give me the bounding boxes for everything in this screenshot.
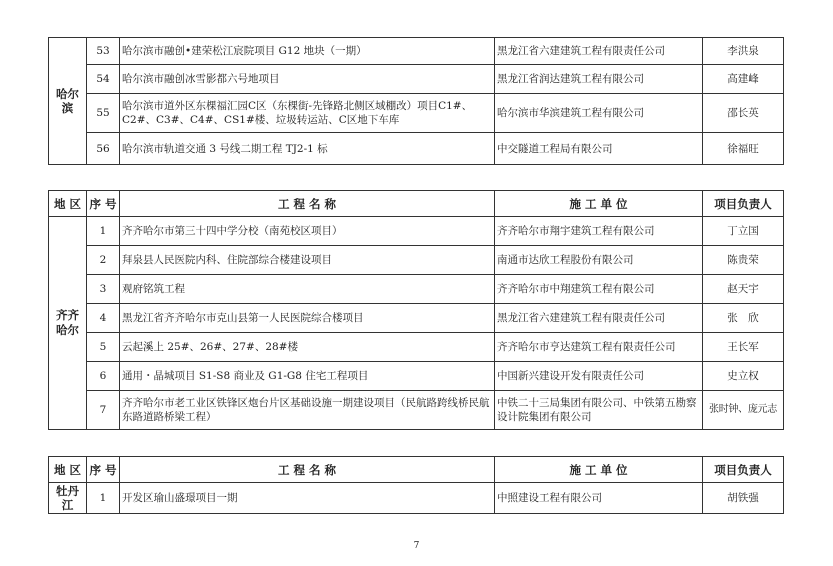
header-seq: 序 号 — [87, 191, 120, 217]
project-cell: 云起溪上 25#、26#、27#、28#楼 — [120, 333, 495, 362]
table-row — [49, 133, 784, 165]
manager-cell: 赵天宇 — [703, 275, 784, 304]
table-header-row — [49, 191, 784, 217]
builder-cell: 哈尔滨市华滨建筑工程有限公司 — [495, 94, 703, 133]
seq-cell: 7 — [87, 391, 120, 430]
manager-cell: 王长军 — [703, 333, 784, 362]
seq-cell: 3 — [87, 275, 120, 304]
seq-cell: 2 — [87, 246, 120, 275]
builder-cell: 黑龙江省润达建筑工程有限公司 — [495, 65, 703, 94]
manager-cell: 史立权 — [703, 362, 784, 391]
table-row — [49, 304, 784, 333]
table-row — [49, 38, 784, 65]
seq-cell: 1 — [87, 483, 120, 514]
region-cell: 哈尔滨 — [49, 38, 87, 165]
header-manager: 项目负责人 — [703, 457, 784, 483]
manager-cell: 高建峰 — [703, 65, 784, 94]
mudanjiang-table — [48, 456, 784, 514]
header-builder: 施 工 单 位 — [495, 191, 703, 217]
region-cell — [49, 217, 87, 430]
manager-cell: 徐福旺 — [703, 133, 784, 165]
project-cell: 哈尔滨市道外区东棵福汇园C区（东棵街-先锋路北侧区域棚改）项目C1#、C2#、C3#、C4#、CS1#楼、垃圾转运站、C区地下车库 — [120, 94, 495, 133]
table-row — [49, 275, 784, 304]
seq-cell: 1 — [87, 217, 120, 246]
seq-cell: 6 — [87, 362, 120, 391]
builder-cell: 齐齐哈尔市翔宇建筑工程有限公司 — [495, 217, 703, 246]
table-row — [49, 65, 784, 94]
table-row — [49, 362, 784, 391]
page-number: 7 — [413, 541, 420, 551]
manager-cell: 邵长英 — [703, 94, 784, 133]
builder-cell: 中照建设工程有限公司 — [495, 483, 703, 514]
seq-cell: 5 — [87, 333, 120, 362]
seq-cell: 4 — [87, 304, 120, 333]
builder-cell: 齐齐哈尔市亨达建筑工程有限责任公司 — [495, 333, 703, 362]
table-header-row — [49, 457, 784, 483]
builder-cell: 中国新兴建设开发有限责任公司 — [495, 362, 703, 391]
region-cell: 牡丹江 — [49, 483, 87, 514]
table-row — [49, 246, 784, 275]
project-cell: 齐齐哈尔市第三十四中学分校（南苑校区项目） — [120, 217, 495, 246]
project-cell: 哈尔滨市融创冰雪影都六号地项目 — [120, 65, 495, 94]
project-cell: 开发区瑜山盛璟项目一期 — [120, 483, 495, 514]
project-cell: 通用・晶城项目 S1-S8 商业及 G1-G8 住宅工程项目 — [120, 362, 495, 391]
manager-cell: 张 欣 — [703, 304, 784, 333]
header-manager: 项目负责人 — [703, 191, 784, 217]
header-project: 工 程 名 称 — [120, 191, 495, 217]
seq-cell: 54 — [87, 65, 120, 94]
builder-cell: 黑龙江省六建建筑工程有限责任公司 — [495, 304, 703, 333]
table-row — [49, 94, 784, 133]
manager-cell: 陈贵荣 — [703, 246, 784, 275]
harbin-table — [48, 37, 784, 165]
builder-cell: 南通市达欣工程股份有限公司 — [495, 246, 703, 275]
project-cell: 齐齐哈尔市老工业区铁锋区炮台片区基础设施一期建设项目（民航路跨线桥民航东路道路桥梁工程） — [120, 391, 495, 430]
table-row — [49, 217, 784, 246]
project-cell: 拜泉县人民医院内科、住院部综合楼建设项目 — [120, 246, 495, 275]
builder-cell: 中铁二十三局集团有限公司、中铁第五勘察设计院集团有限公司 — [495, 391, 703, 430]
seq-cell: 53 — [87, 38, 120, 65]
builder-cell: 中交隧道工程局有限公司 — [495, 133, 703, 165]
header-builder: 施 工 单 位 — [495, 457, 703, 483]
project-cell: 哈尔滨市轨道交通 3 号线二期工程 TJ2-1 标 — [120, 133, 495, 165]
table-row — [49, 391, 784, 430]
table-row — [49, 333, 784, 362]
project-cell: 黑龙江省齐齐哈尔市克山县第一人民医院综合楼项目 — [120, 304, 495, 333]
manager-cell: 丁立国 — [703, 217, 784, 246]
project-cell: 观府铭筑工程 — [120, 275, 495, 304]
header-project: 工 程 名 称 — [120, 457, 495, 483]
manager-cell: 李洪泉 — [703, 38, 784, 65]
region-label: 齐齐哈尔 — [56, 308, 79, 337]
table-row — [49, 483, 784, 514]
builder-cell: 黑龙江省六建建筑工程有限责任公司 — [495, 38, 703, 65]
builder-cell: 齐齐哈尔市中翔建筑工程有限公司 — [495, 275, 703, 304]
manager-cell: 张时钟、庞元志 — [703, 391, 784, 430]
seq-cell: 55 — [87, 94, 120, 133]
header-region: 地 区 — [49, 457, 87, 483]
seq-cell: 56 — [87, 133, 120, 165]
header-region: 地 区 — [49, 191, 87, 217]
manager-cell: 胡铁强 — [703, 483, 784, 514]
header-seq: 序 号 — [87, 457, 120, 483]
project-cell: 哈尔滨市融创•建荣松江宸院项目 G12 地块（一期） — [120, 38, 495, 65]
qiqihar-table — [48, 190, 784, 430]
